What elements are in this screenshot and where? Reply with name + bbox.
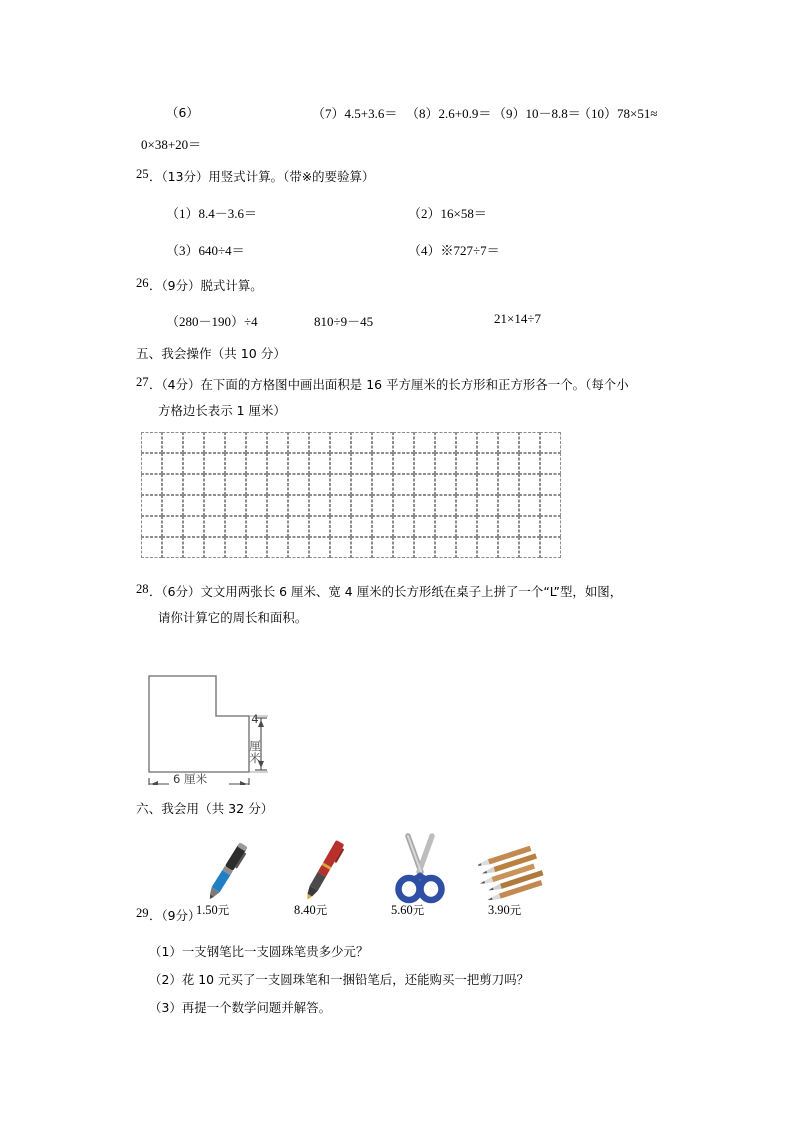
- grid-cell: [351, 432, 372, 453]
- q25-item-3: （3）640÷4＝: [166, 243, 245, 258]
- grid-cell: [141, 474, 162, 495]
- grid-cell: [393, 516, 414, 537]
- q29-sub-2: （2）花 10 元买了一支圆珠笔和一捆铅笔后，还能购买一把剪刀吗？: [149, 972, 530, 987]
- grid-cell: [414, 495, 435, 516]
- grid-cell: [498, 516, 519, 537]
- grid-cell: [477, 432, 498, 453]
- grid-cell: [393, 432, 414, 453]
- grid-cell: [393, 474, 414, 495]
- grid-cell: [288, 432, 309, 453]
- grid-cell: [183, 432, 204, 453]
- item-price-ballpoint-pen: [196, 902, 229, 918]
- grid-cell: [414, 474, 435, 495]
- q26-item-2: 810÷9－45: [314, 314, 374, 329]
- grid-cell: [183, 495, 204, 516]
- q29-header: ．（9分）: [149, 908, 201, 923]
- grid-cell: [540, 516, 561, 537]
- grid-cell: [309, 537, 330, 558]
- grid-cell: [540, 537, 561, 558]
- grid-cell: [288, 474, 309, 495]
- grid-cell: [414, 516, 435, 537]
- grid-cell: [393, 495, 414, 516]
- q28-line-2: 请你计算它的周长和面积。: [158, 610, 308, 625]
- grid-cell: [414, 432, 435, 453]
- grid-cell: [204, 432, 225, 453]
- grid-cell: [519, 432, 540, 453]
- grid-cell: [246, 474, 267, 495]
- grid-cell: [309, 453, 330, 474]
- grid-cell: [540, 432, 561, 453]
- grid-cell: [414, 453, 435, 474]
- oral-item-8: （8）2.6+0.9＝: [406, 106, 492, 121]
- fountain-pen-icon: [293, 836, 355, 906]
- q28-number: 28: [136, 582, 149, 596]
- scissors-icon: [388, 832, 452, 906]
- grid-cell: [456, 453, 477, 474]
- oral-item-7: （7）4.5+3.6＝: [312, 106, 398, 121]
- price-unit-4: 元: [509, 903, 522, 917]
- grid-cell: [141, 432, 162, 453]
- grid-cell: [141, 495, 162, 516]
- horizontal-arrow-left: [151, 781, 158, 785]
- grid-cell: [246, 495, 267, 516]
- q26-number: 26: [136, 276, 149, 290]
- grid-cell: [162, 432, 183, 453]
- grid-cell: [225, 516, 246, 537]
- grid-cell: [351, 453, 372, 474]
- grid-cell: [183, 537, 204, 558]
- q29-sub-1: （1）一支钢笔比一支圆珠笔贵多少元？: [149, 944, 369, 959]
- grid-cell: [456, 516, 477, 537]
- grid-cell: [204, 537, 225, 558]
- grid-cell: [456, 537, 477, 558]
- grid-cell: [162, 495, 183, 516]
- grid-cell: [351, 537, 372, 558]
- l-shape-height-label: 4 厘米: [248, 712, 262, 764]
- q26-header: ．（9分）脱式计算。: [149, 278, 263, 293]
- grid-cell: [309, 474, 330, 495]
- price-unit-2: 元: [315, 903, 328, 917]
- grid-cell: [267, 516, 288, 537]
- grid-cell: [225, 453, 246, 474]
- grid-cell: [498, 453, 519, 474]
- grid-cell: [351, 495, 372, 516]
- grid-cell: [351, 516, 372, 537]
- grid-cell: [435, 495, 456, 516]
- price-value-4: 3.90: [488, 903, 510, 917]
- grid-cell: [477, 474, 498, 495]
- item-price-fountain-pen: [294, 902, 327, 918]
- grid-cell: [288, 516, 309, 537]
- oral-item-9: （9）10－8.8＝: [493, 106, 581, 121]
- grid-cell: [519, 537, 540, 558]
- grid-cell: [456, 474, 477, 495]
- grid-cell: [141, 537, 162, 558]
- q28-line-1: ．（6分）文文用两张长 6 厘米、宽 4 厘米的长方形纸在桌子上拼了一个“L”型，如图，: [149, 584, 623, 599]
- grid-cell: [456, 495, 477, 516]
- grid-cell: [267, 474, 288, 495]
- square-grid-figure: [141, 432, 561, 558]
- grid-cell: [141, 453, 162, 474]
- price-value-3: 5.60: [391, 903, 413, 917]
- grid-cell: [330, 453, 351, 474]
- q25-number: 25: [136, 167, 149, 181]
- grid-cell: [351, 474, 372, 495]
- grid-cell: [309, 495, 330, 516]
- grid-cell: [540, 453, 561, 474]
- grid-cell: [519, 516, 540, 537]
- grid-cell: [393, 537, 414, 558]
- grid-cell: [477, 495, 498, 516]
- grid-cell: [330, 474, 351, 495]
- grid-cell: [162, 453, 183, 474]
- section-6-title: 六、我会用（共 32 分）: [136, 801, 274, 816]
- grid-cell: [162, 474, 183, 495]
- grid-cell: [141, 516, 162, 537]
- l-shape-width-label: 6 厘米: [173, 772, 208, 786]
- grid-cell: [393, 453, 414, 474]
- grid-cell: [225, 537, 246, 558]
- l-shape-figure: [135, 660, 310, 785]
- grid-cell: [267, 495, 288, 516]
- grid-cell: [372, 432, 393, 453]
- grid-cell: [498, 537, 519, 558]
- grid-cell: [267, 537, 288, 558]
- grid-cell: [204, 495, 225, 516]
- grid-cell: [372, 537, 393, 558]
- section-5-title: 五、我会操作（共 10 分）: [136, 346, 286, 361]
- grid-cell: [267, 432, 288, 453]
- price-unit-3: 元: [412, 903, 425, 917]
- grid-cell: [162, 516, 183, 537]
- q29-number: 29: [136, 906, 149, 920]
- q26-item-3: 21×14÷7: [494, 311, 541, 326]
- grid-cell: [498, 474, 519, 495]
- item-price-pencil-bundle: [488, 902, 521, 918]
- grid-cell: [204, 474, 225, 495]
- grid-cell: [288, 453, 309, 474]
- grid-cell: [456, 432, 477, 453]
- grid-cell: [519, 453, 540, 474]
- grid-cell: [519, 495, 540, 516]
- q29-sub-3: （3）再提一个数学问题并解答。: [149, 1000, 332, 1015]
- q27-number: 27: [136, 375, 149, 389]
- q25-item-1: （1）8.4－3.6＝: [166, 206, 258, 221]
- q27-line-2: 方格边长表示 1 厘米）: [158, 403, 286, 418]
- oral-item-6-label: （6）: [166, 105, 199, 120]
- grid-cell: [225, 495, 246, 516]
- grid-cell: [225, 474, 246, 495]
- horizontal-arrow-right: [240, 781, 247, 785]
- grid-cell: [309, 516, 330, 537]
- grid-cell: [246, 516, 267, 537]
- grid-cell: [372, 453, 393, 474]
- grid-cell: [477, 516, 498, 537]
- oral-item-10: （10）78×51≈: [578, 106, 658, 121]
- grid-cell: [225, 432, 246, 453]
- l-shape-outline: [149, 676, 249, 772]
- grid-cell: [246, 453, 267, 474]
- grid-cell: [435, 474, 456, 495]
- grid-cell: [330, 495, 351, 516]
- q25-item-2: （2）16×58＝: [408, 206, 487, 221]
- price-value-1: 1.50: [196, 903, 218, 917]
- q25-header: ．（13分）用竖式计算。（带※的要验算）: [149, 169, 375, 184]
- ballpoint-pen-icon: [196, 838, 258, 906]
- grid-cell: [330, 516, 351, 537]
- q25-item-4: （4）※727÷7＝: [408, 243, 500, 258]
- grid-cell: [204, 453, 225, 474]
- grid-cell: [372, 474, 393, 495]
- oral-item-6-expression: 0×38+20＝: [141, 137, 202, 152]
- grid-cell: [519, 474, 540, 495]
- grid-cell: [435, 516, 456, 537]
- grid-cell: [540, 495, 561, 516]
- grid-cell: [435, 432, 456, 453]
- grid-cell: [498, 432, 519, 453]
- q27-line-1: ．（4分）在下面的方格图中画出面积是 16 平方厘米的长方形和正方形各一个。（每个小: [149, 377, 629, 392]
- grid-cell: [477, 537, 498, 558]
- grid-cell: [183, 453, 204, 474]
- price-value-2: 8.40: [294, 903, 316, 917]
- grid-cell: [183, 516, 204, 537]
- grid-cell: [288, 537, 309, 558]
- grid-cell: [414, 537, 435, 558]
- grid-cell: [372, 495, 393, 516]
- grid-cell: [183, 474, 204, 495]
- grid-cell: [372, 516, 393, 537]
- grid-cell: [477, 453, 498, 474]
- grid-cell: [204, 516, 225, 537]
- item-price-scissors: [391, 902, 424, 918]
- grid-cell: [330, 537, 351, 558]
- q26-item-1: （280－190）÷4: [166, 314, 258, 329]
- grid-cell: [540, 474, 561, 495]
- grid-cell: [267, 453, 288, 474]
- pencil-bundle-icon: [478, 846, 550, 904]
- grid-cell: [162, 537, 183, 558]
- grid-cell: [246, 537, 267, 558]
- grid-cell: [435, 537, 456, 558]
- grid-cell: [330, 432, 351, 453]
- grid-cell: [498, 495, 519, 516]
- grid-cell: [309, 432, 330, 453]
- grid-cell: [435, 453, 456, 474]
- grid-cell: [288, 495, 309, 516]
- price-unit-1: 元: [217, 903, 230, 917]
- grid-cell: [246, 432, 267, 453]
